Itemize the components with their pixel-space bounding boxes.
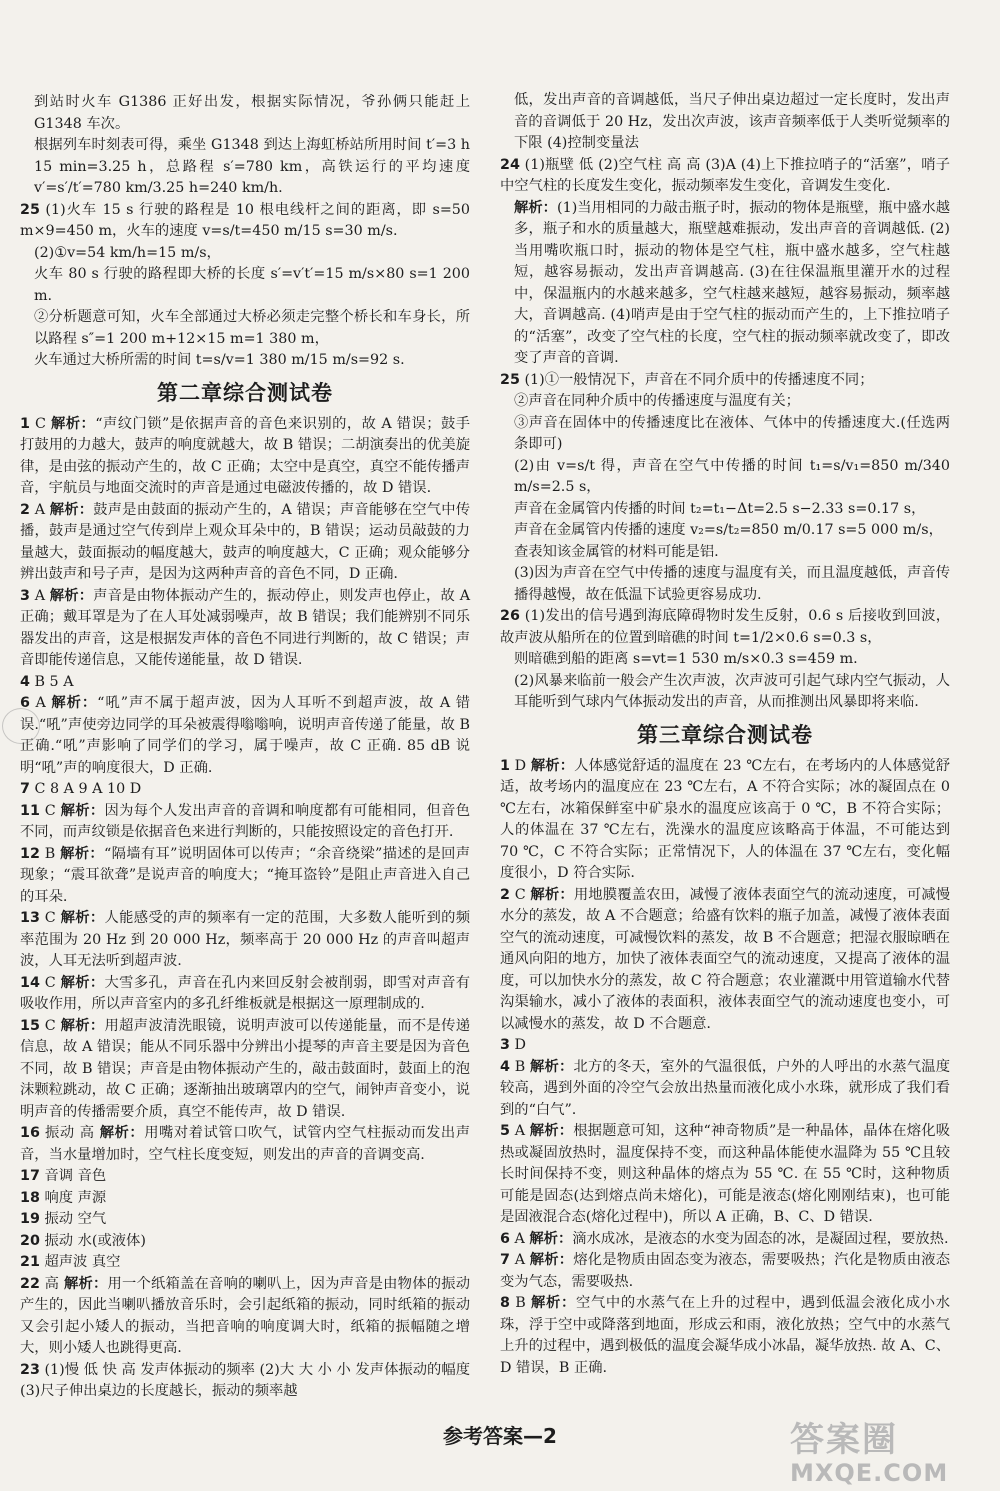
answer-text: (1)当用相同的力敲击瓶子时，振动的物体是瓶壁，瓶中盛水越多，瓶子和水的质量越大，瓶壁越难振动，发出声音的音调越低. (2)当用嘴吹瓶口时，振动的物体是空气柱，瓶中盛水越多，空气柱越短，越容易振动，发出声音调越高. (3)在往保温瓶里灌开水的过程中，保温瓶内的水越来越多，空气柱越来越短，越容易振动，频率越大，音调越高. (4)哨声是由于空气柱的振动而产生的，上下推拉哨子的“活塞”，改变了空气柱的长度，空气柱的振动频率就改变了，即改变了声音的音调. xyxy=(514,199,951,366)
answer-text: (2)①v=54 km/h=15 m/s， xyxy=(34,244,221,261)
answer-paragraph xyxy=(20,1166,470,1188)
question-number: 24 xyxy=(500,156,520,173)
answer-paragraph xyxy=(500,885,950,1036)
explanation-label: 解析： xyxy=(529,1252,574,1268)
answer-choice: B 5 A xyxy=(34,673,74,690)
answer-paragraph xyxy=(500,198,950,370)
question-number: 25 xyxy=(500,371,520,388)
question-number: 11 xyxy=(20,802,40,819)
explanation-label: 解析： xyxy=(49,501,94,518)
question-number: 6 xyxy=(20,695,30,711)
answer-paragraph xyxy=(500,756,950,885)
answer-paragraph xyxy=(20,92,470,135)
explanation-label: 解析： xyxy=(530,886,574,903)
answer-choice: 音调 音色 xyxy=(44,1168,107,1184)
answer-text: 北方的冬天，室外的气温很低，户外的人呼出的水蒸气温度较高，遇到外面的冷空气会放出热量而液化成小水珠，就形成了我们看到的“白气”. xyxy=(500,1058,951,1118)
answer-text: 人体感觉舒适的温度在 23 ℃左右，在考场内的人体感觉舒适，故考场内的温度应在 23 ℃左右，A 不符合实际；冰的凝固点在 0 ℃左右，冰箱保鲜室中矿泉水的温度应该高于 0 ℃，B 不符合实际；人的体温在 37 ℃左右，洗澡水的温度应该略高于体温，不可能达到 70 ℃，C 不符合实际；正常情况下，人的体温在 37 ℃左右，变化幅度很小，D 符合实际. xyxy=(500,757,951,881)
answer-paragraph xyxy=(20,200,470,243)
answer-text: (1)火车 15 s 行驶的路程是 10 根电线杆之间的距离，即 s=50 m×9=450 m，火车的速度 v=s/t=450 m/15 s=30 m/s. xyxy=(20,201,471,239)
question-number: 8 xyxy=(500,1295,510,1311)
question-number: 7 xyxy=(20,781,30,797)
answer-choice: A xyxy=(34,501,46,518)
answer-paragraph xyxy=(500,1250,950,1293)
answer-paragraph xyxy=(20,844,470,909)
explanation-label: 解析： xyxy=(60,910,105,926)
question-number: 1 xyxy=(500,757,510,774)
question-number: 12 xyxy=(20,845,40,862)
answer-choice: B xyxy=(44,845,56,862)
explanation-label: 解析： xyxy=(63,1275,108,1292)
question-number: 5 xyxy=(500,1123,510,1139)
explanation-label: 解析： xyxy=(514,199,558,216)
question-number: 17 xyxy=(20,1168,40,1184)
answer-paragraph xyxy=(20,1252,470,1274)
answer-paragraph xyxy=(500,456,950,499)
answer-paragraph xyxy=(500,370,950,392)
answer-text: 声音是由物体振动产生的，振动停止，则发声也停止，故 A 正确；戴耳罩是为了在人耳处减弱噪声，故 B 错误；我们能辨别不同乐器发出的声音，这是根据发声体的音色不同进行判断的，故 C 错误；声音即能传递信息，又能传递能量，故 D 错误. xyxy=(20,587,471,668)
answer-paragraph xyxy=(20,243,470,265)
question-number: 18 xyxy=(20,1189,40,1206)
explanation-label: 解析： xyxy=(99,1125,145,1141)
answer-paragraph xyxy=(500,671,950,714)
question-number: 23 xyxy=(20,1361,40,1378)
answer-text: (2)风暴来临前一般会产生次声波，次声波可引起气球内空气振动，人耳能听到气球内气体振动发出的声音，从而推测出风暴即将来临. xyxy=(514,672,950,710)
explanation-label: 解析： xyxy=(530,1295,576,1311)
answer-text: 滴水成冰，是液态的水变为固态的冰，是凝固过程，要放热. xyxy=(572,1230,949,1247)
answer-choice: A xyxy=(34,587,46,604)
answer-paragraph xyxy=(20,1016,470,1124)
answer-choice: D xyxy=(514,1037,526,1053)
answer-paragraph xyxy=(500,1035,950,1057)
question-number: 21 xyxy=(20,1254,40,1270)
answer-paragraph xyxy=(500,1229,950,1251)
answer-text: 用一个纸箱盖在音响的喇叭上，因为声音是由物体的振动产生的，因此当喇叭播放音乐时，会引起纸箱的振动，同时纸箱的振动又会引起小矮人的振动，当把音响的响度调大时，纸箱的振幅随之增大，则小矮人也跳得更高. xyxy=(20,1275,471,1356)
explanation-label: 解析： xyxy=(530,757,575,774)
answer-text: 用嘴对着试管口吹气，试管内空气柱振动而发出声音，当水量增加时，空气柱长度变短，则发出的声音的音调变高. xyxy=(20,1125,471,1163)
answer-choice: C xyxy=(34,415,46,432)
answer-paragraph xyxy=(20,414,470,500)
answer-text: 熔化是物质由固态变为液态，需要吸热；汽化是物质由液态变为气态，需要吸热. xyxy=(500,1252,951,1290)
answer-paragraph xyxy=(20,586,470,672)
answer-text: 根据题意可知，这种“神奇物质”是一种晶体，晶体在熔化吸热或凝固放热时，温度保持不变，而这种晶体能使水温降为 55 ℃且较长时间保持不变，则这种晶体的熔点为 55 ℃. 在 55 ℃时，这种物质可能是固态(达到熔点尚未熔化)，可能是液态(熔化刚刚结束)，也可能是固液混合态(熔化过程中)，所以 A 正确，B、C、D 错误. xyxy=(500,1123,951,1225)
answer-paragraph xyxy=(500,499,950,521)
answer-text: (1)①一般情况下，声音在不同介质中的传播速度不同； xyxy=(524,371,874,388)
answer-paragraph xyxy=(500,606,950,649)
answer-paragraph xyxy=(500,90,950,155)
answer-choice: D xyxy=(514,757,527,774)
answer-text: 声音在金属管内传播的时间 t₂=t₁−Δt=2.5 s−2.33 s=0.17 s， xyxy=(514,500,926,517)
answer-choice: 高 xyxy=(44,1275,60,1292)
answer-paragraph xyxy=(20,1188,470,1210)
answer-paragraph xyxy=(20,801,470,844)
explanation-label: 解析： xyxy=(529,1230,573,1247)
answer-text: (3)因为声音在空气中传播的速度与温度有关，而且温度越低，声音传播得越慢，故在低温下试验更容易成功. xyxy=(514,565,950,603)
explanation-label: 解析： xyxy=(529,1123,574,1139)
question-number: 4 xyxy=(500,1058,510,1075)
answer-text: (1)瓶壁 低 (2)空气柱 高 高 (3)A (4)上下推拉哨子的“活塞”，哨子中空气柱的长度发生变化，振动频率发生变化，音调发生变化. xyxy=(500,156,951,194)
explanation-label: 解析： xyxy=(49,587,94,604)
answer-paragraph xyxy=(500,1057,950,1122)
answer-paragraph xyxy=(500,649,950,671)
answer-choice: C xyxy=(44,1017,56,1034)
watermark-url: MXQE.COM xyxy=(790,1459,949,1487)
answer-text: ③声音在固体中的传播速度比在液体、气体中的传播速度大.(任选两条即可) xyxy=(514,414,950,452)
answer-choice: A xyxy=(514,1123,526,1139)
answer-text: 低，发出声音的音调越低，当尺子伸出桌边超过一定长度时，发出声音的音调低于 20 Hz，发出次声波，该声音频率低于人类听觉频率的下限 (4)控制变量法 xyxy=(514,92,950,151)
question-number: 26 xyxy=(500,608,520,624)
answer-text: 到站时火车 G1386 正好出发，根据实际情况，爷孙俩只能赶上 G1348 车次。 xyxy=(34,94,470,132)
right-column xyxy=(500,90,950,1379)
answer-paragraph xyxy=(20,350,470,372)
answer-choice: C xyxy=(514,886,526,903)
answer-paragraph xyxy=(20,264,470,307)
answer-text: 因为每个人发出声音的音调和响度都有可能相同，但音色不同，而声纹锁是依据音色来进行判断的，只能按照设定的音色打开. xyxy=(20,802,471,840)
explanation-label: 解析： xyxy=(529,1058,574,1075)
answer-choice: B xyxy=(515,1295,526,1311)
explanation-label: 解析： xyxy=(51,695,98,711)
answer-text: “隔墙有耳”说明固体可以传声；“余音绕梁”描述的是回声现象；“震耳欲聋”是说声音的响度大；“掩耳盗铃”是阻止声音进入自己的耳朵. xyxy=(20,845,471,905)
answer-paragraph xyxy=(500,1121,950,1229)
answer-paragraph xyxy=(20,1274,470,1360)
question-number: 6 xyxy=(500,1230,510,1247)
answer-paragraph xyxy=(20,1209,470,1231)
watermark-logo xyxy=(790,1420,980,1490)
explanation-label: 解析： xyxy=(60,1017,105,1034)
answer-paragraph xyxy=(20,1231,470,1253)
question-number: 2 xyxy=(500,886,510,903)
answer-paragraph xyxy=(20,307,470,350)
answer-text: 根据列车时刻表可得，乘坐 G1348 到达上海虹桥站所用时间 t′=3 h 15 min=3.25 h，总路程 s′=780 km，高铁运行的平均速度 v′=s′/t′=780 km/3.25 h=240 km/h. xyxy=(34,137,470,196)
answer-choice: B xyxy=(514,1058,526,1075)
answer-text: 则暗礁到船的距离 s=vt=1 530 m/s×0.3 s=459 m. xyxy=(514,651,858,667)
answer-choice: 振动 空气 xyxy=(44,1211,107,1227)
answer-paragraph xyxy=(500,542,950,564)
answer-paragraph xyxy=(500,391,950,413)
answer-text: 查表知该金属管的材料可能是铝. xyxy=(514,543,719,560)
answer-paragraph xyxy=(20,1360,470,1403)
answer-paragraph xyxy=(20,908,470,973)
question-number: 15 xyxy=(20,1017,40,1034)
answer-choice: 超声波 真空 xyxy=(44,1254,121,1270)
question-number: 1 xyxy=(20,415,30,432)
answer-choice: C 8 A 9 A 10 D xyxy=(34,781,142,797)
answer-paragraph xyxy=(500,563,950,606)
answer-text: (1)发出的信号遇到海底障碍物时发生反射，0.6 s 后接收到回波，故声波从船所在的位置到暗礁的时间 t=1/2×0.6 s=0.3 s， xyxy=(500,608,950,646)
answer-choice: C xyxy=(44,974,56,991)
explanation-label: 解析： xyxy=(60,845,105,862)
answer-paragraph xyxy=(20,672,470,694)
answer-text: ②分析题意可知，火车全部通过大桥必须走完整个桥长和车身长，所以路程 s″=1 200 m+12×15 m=1 380 m， xyxy=(34,309,470,347)
section-title: 第二章综合测试卷 xyxy=(157,380,333,405)
question-number: 13 xyxy=(20,910,40,926)
answer-text: 大雪多孔，声音在孔内来回反射会被削弱，即雪对声音有吸收作用，所以声音室内的多孔纤维板就是根据这一原理制成的. xyxy=(20,974,471,1012)
answer-text: 空气中的水蒸气在上升的过程中，遇到低温会液化成小水珠，浮于空中或降落到地面，形成云和雨，液化放热；空气中的水蒸气上升的过程中，遇到极低的温度会凝华成小冰晶，凝华放热. 故 A、C、D 错误，B 正确. xyxy=(500,1295,951,1376)
answer-choice: A xyxy=(514,1252,526,1268)
answer-paragraph xyxy=(500,1293,950,1379)
answer-text: (1)慢 低 快 高 发声体振动的频率 (2)大 大 小 小 发声体振动的幅度 (3)尺子伸出桌边的长度越长，振动的频率越 xyxy=(20,1361,470,1399)
question-number: 25 xyxy=(20,201,40,218)
explanation-label: 解析： xyxy=(60,802,105,819)
answer-paragraph xyxy=(500,413,950,456)
explanation-label: 解析： xyxy=(50,415,96,432)
question-number: 4 xyxy=(20,673,30,690)
answer-text: 火车通过大桥所需的时间 t=s/v=1 380 m/15 m/s=92 s. xyxy=(34,352,405,368)
answer-paragraph xyxy=(20,779,470,801)
answer-paragraph xyxy=(20,135,470,200)
question-number: 20 xyxy=(20,1232,40,1249)
answer-paragraph xyxy=(20,973,470,1016)
answer-choice: 响度 声源 xyxy=(44,1189,107,1206)
explanation-label: 解析： xyxy=(60,974,105,991)
answer-paragraph xyxy=(20,1123,470,1166)
page-footer: 参考答案—2 xyxy=(443,1424,557,1448)
answer-text: (2)由 v=s/t 得，声音在空气中传播的时间 t₁=s/v₁=850 m/340 m/s=2.5 s， xyxy=(514,457,950,495)
answer-paragraph xyxy=(500,155,950,198)
question-number: 19 xyxy=(20,1211,40,1227)
question-number: 16 xyxy=(20,1125,40,1141)
answer-choice: C xyxy=(44,910,56,926)
left-column xyxy=(20,92,470,1403)
answer-text: 火车 80 s 行驶的路程即大桥的长度 s′=v′t′=15 m/s×80 s=1 200 m. xyxy=(34,266,470,304)
answer-text: 用超声波清洗眼镜，说明声波可以传递能量，而不是传递信息，故 A 错误；能从不同乐器中分辨出小提琴的声音主要是因为音色不同，故 B 错误；声音是由物体振动产生的，敲击鼓面时，鼓面上的泡沫颗粒跳动，故 C 正确；逐渐抽出玻璃罩内的空气，闹钟声音变小，说明声音的传播需要介质，真空不能传声，故 D 错误. xyxy=(20,1017,471,1120)
answer-choice: 振动 高 xyxy=(45,1125,95,1141)
answer-paragraph xyxy=(20,693,470,779)
answer-choice: A xyxy=(514,1230,525,1247)
answer-text: “吼”声不属于超声波，因为人耳听不到超声波，故 A 错误.“吼”声使旁边同学的耳朵被震得嗡嗡响，说明声音传递了能量，故 B 正确.“吼”声影响了同学们的学习，属于噪声，故 C 正确. 85 dB 说明“吼”声的响度很大，D 正确. xyxy=(20,695,471,776)
question-number: 22 xyxy=(20,1275,40,1292)
question-number: 7 xyxy=(500,1252,510,1268)
answer-text: 鼓声是由鼓面的振动产生的，A 错误；声音能够在空气中传播，鼓声是通过空气传到岸上观众耳朵中的，B 错误；运动员敲鼓的力量越大，鼓面振动的幅度越大，鼓声的响度越大，C 正确；观众能够分辨出鼓声和号子声，是因为这两种声音的音色不同，D 正确. xyxy=(20,501,471,582)
answer-text: “声纹门锁”是依据声音的音色来识别的，故 A 错误；鼓手打鼓用的力越大，鼓声的响度就越大，故 B 错误；二胡演奏出的优美旋律，是由弦的振动产生的，故 C 正确；太空中是真空，真空不能传播声音，宇航员与地面交流时的声音是通过电磁波传播的，故 D 错误. xyxy=(20,415,471,496)
question-number: 14 xyxy=(20,974,40,991)
section-title: 第三章综合测试卷 xyxy=(637,722,813,747)
answer-paragraph xyxy=(500,520,950,542)
answer-text: ②声音在同种介质中的传播速度与温度有关； xyxy=(514,393,800,409)
answer-text: 声音在金属管内传播的速度 v₂=s/t₂=850 m/0.17 s=5 000 m/s， xyxy=(514,522,943,538)
answer-text: 人能感受的声的频率有一定的范围，大多数人能听到的频率范围为 20 Hz 到 20 000 Hz，频率高于 20 000 Hz 的声音叫超声波，人耳无法听到超声波. xyxy=(20,910,471,969)
answer-text: 用地膜覆盖农田，减慢了液体表面空气的流动速度，可减慢水分的蒸发，故 A 不合题意；给盛有饮料的瓶子加盖，减慢了液体表面空气的流动速度，可减慢饮料的蒸发，故 B 不合题意；把湿衣服晾晒在通风向阳的地方，加快了液体表面空气的流动速度，又提高了液体的温度，可以加快水分的蒸发，故 C 符合题意；农业灌溉中用管道输水代替沟渠输水，减小了液体的表面积，液体表面空气的流动速度也变小，可以减慢水的蒸发，故 D 不合题意. xyxy=(500,886,951,1032)
question-number: 3 xyxy=(20,587,30,604)
watermark-title: 答案圈 xyxy=(790,1420,898,1460)
answer-choice: A xyxy=(35,695,46,711)
answer-paragraph xyxy=(20,500,470,586)
answer-choice: 振动 水(或液体) xyxy=(44,1232,146,1249)
answer-choice: C xyxy=(44,802,56,819)
question-number: 2 xyxy=(20,501,30,518)
question-number: 3 xyxy=(500,1037,510,1053)
